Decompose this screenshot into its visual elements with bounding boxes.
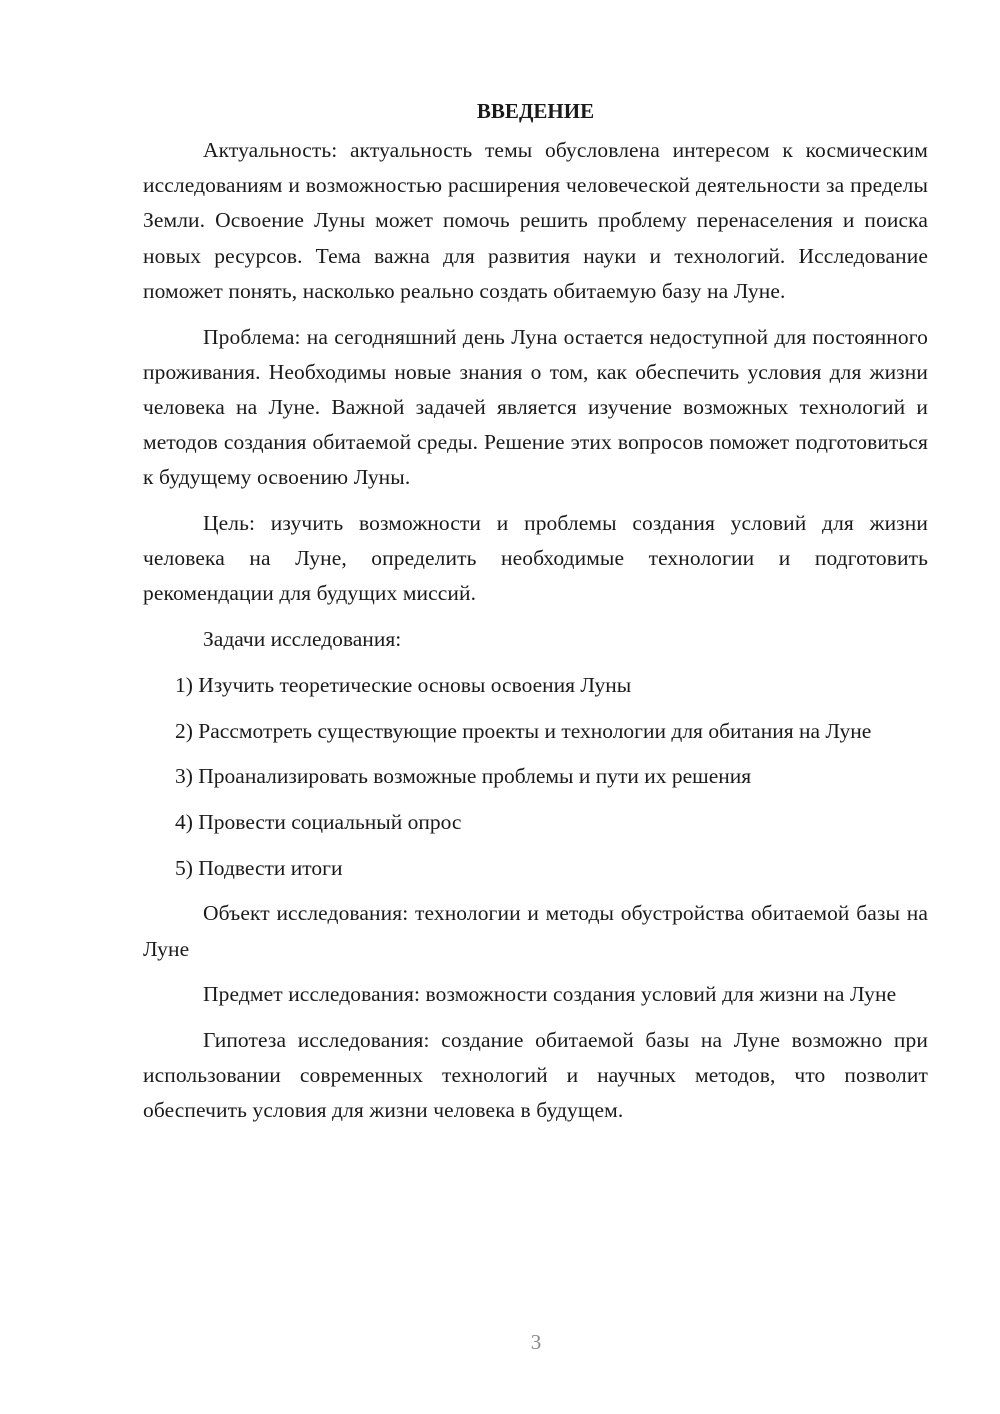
- task-item: 3) Проанализировать возможные проблемы и пути их решения: [175, 764, 752, 789]
- paragraph-object: Объект исследования: технологии и методы обустройства обитаемой базы на Луне: [143, 901, 928, 961]
- paragraph-subject: Предмет исследования: возможности создания условий для жизни на Луне: [203, 982, 897, 1007]
- paragraph-hypothesis: Гипотеза исследования: создание обитаемой базы на Луне возможно при использовании современных технологий и научных методов, что позволит обеспечить условия для жизни человека в будущем.: [143, 1027, 928, 1123]
- section-title: ВВЕДЕНИЕ: [476, 99, 595, 123]
- task-item: 5) Подвести итоги: [175, 855, 343, 880]
- task-item: 2) Рассмотреть существующие проекты и технологии для обитания на Луне: [175, 718, 872, 743]
- task-item: 1) Изучить теоретические основы освоения Луны: [175, 672, 632, 697]
- task-item: 4) Провести социальный опрос: [175, 809, 462, 834]
- paragraph-goal: Цель: изучить возможности и проблемы создания условий для жизни человека на Луне, определить необходимые технологии и подготовить рекомендации для будущих миссий.: [143, 511, 928, 606]
- paragraph-relevance: Актуальность: актуальность темы обусловлена интересом к космическим исследованиям и возможностью расширения человеческой деятельности за пределы Земли. Освоение Луны может помочь решить проблему перенаселения и поиска новых ресурсов. Тема важна для развития науки и технологий. Исследование поможет понять, насколько реально создать обитаемую базу на Луне.: [143, 138, 928, 303]
- page-number: 3: [530, 1330, 542, 1354]
- paragraph-problem: Проблема: на сегодняшний день Луна остается недоступной для постоянного проживания. Необходимы новые знания о том, как обеспечить условия для жизни человека на Луне. Важной задачей является изучение возможных технологий и методов создания обитаемой среды. Решение этих вопросов поможет подготовиться к будущему освоению Луны.: [143, 324, 928, 490]
- document-page: [143, 92, 928, 1139]
- tasks-heading: Задачи исследования:: [203, 627, 402, 652]
